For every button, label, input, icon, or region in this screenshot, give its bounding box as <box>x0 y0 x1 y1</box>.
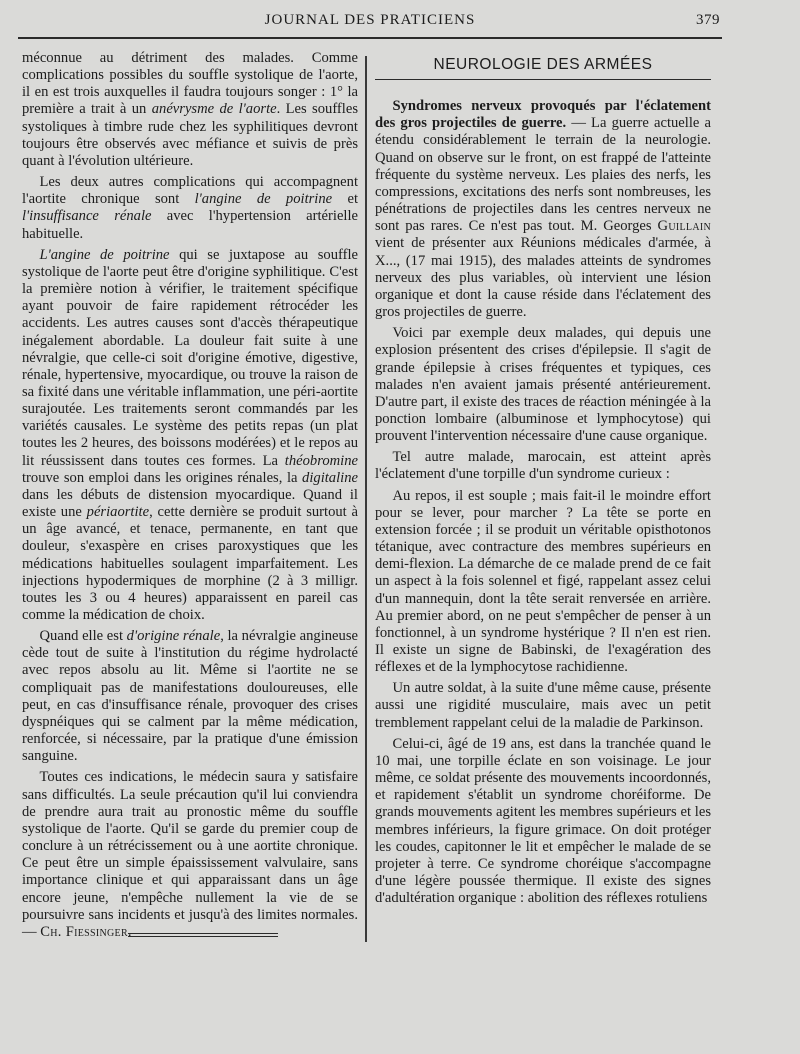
running-head <box>20 12 720 38</box>
paragraph-chorea: Celui-ci, âgé de 19 ans, est dans la tranchée quand le 10 mai, une torpille éclate en son voisinage. Le jour même, ce soldat présente des mouvements incoordonnés, et rapidement s'établit un syndrome choréiforme. De grands mouvements agitent les membres supérieurs et les membres inférieurs, la figure grimace. On doit protéger les coudes, capitonner le lit et empêcher le malade de se projeter à terre. Ce syndrome choréique s'accompagne d'une légère poussée thermique. Il existe des signes d'adultération organique : abolition des réflexes rotuliens <box>375 735 711 907</box>
article-end-rule <box>128 933 278 939</box>
paragraph-moroccan-patient: Tel autre malade, marocain, est atteint après l'éclatement d'une torpille d'un syndrome curieux : <box>375 449 711 483</box>
paragraph-angina: L'angine de poitrine qui se juxtapose au souffle systolique de l'aorte peut être d'origine syphilitique. C'est la première notion à vérifier, le traitement spécifique ayant pouvoir de faire rapidement rétrocéder les accidents. Les autres causes sont d'accès thérapeutique inégalement abordable. La douleur fait suite à une névralgie, que celle-ci soit d'origine émotive, digestive, rénale, hypertensive, myocardique, ou trouve la raison de sa fixité dans une véritable inflammation, une péri-aortite surajoutée. Les traitements seront commandés par les variétés causales. Le système des petits repas (un plat toutes les 2 heures, des boissons modérées) et le repos au lit réussissent dans toutes ces formes. La théobromine trouve son emploi dans les origines rénales, la digitaline dans les débuts de distension myocardique. Quand il existe une périaortite, cette dernière se produit surtout à un âge avancé, et tenace, permanente, en tant que douleur, s'exaspère en crises paroxystiques que les médications habituelles soulagent imparfaitement. Les injections hypodermiques de morphine (2 à 3 milligr. toutes les 3 ou 4 heures) apparaissent en pareil cas comme la médication de choix. <box>22 246 359 623</box>
paragraph-epilepsy: Voici par exemple deux malades, qui depuis une explosion présentent des crises d'épilepsie. Il s'agit de grande épilepsie à crises fréquentes et typiques, ces malades n'en avaient jamais présenté antérieurement. D'autre part, il existe des traces de réaction méningée à la ponction lombaire (albuminose et lymphocytose) qui prouvent l'intervention nécessaire d'une cause organique. <box>375 325 711 445</box>
paragraph-conclusion: Toutes ces indications, le médecin saura y satisfaire sans difficultés. La seule précaution qu'il lui conviendra de prendre aura trait au pronostic même du souffle systolique de l'aorte. Qu'il se garde du premier coup de conclure à un rétrécissement ou à une aortite chronique. Ce peut être un simple épaississement valvulaire, sans importance clinique et qui apparaissant dans un âge encore jeune, n'empêche nullement la vie de se poursuivre sans incidents et jusqu'à des limites normales. — Ch. Fiessinger. <box>22 769 358 940</box>
paragraph-opisthotonos: Au repos, il est souple ; mais fait-il le moindre effort pour se lever, pour marcher ? La tête se porte en extension forcée ; il se produit un véritable opisthotonos tétanique, avec contracture des membres supérieurs en demi-flexion. La démarche de ce malade prend de ce fait un aspect à la fois solennel et figé, rappelant assez celui d'un mannequin, dont la tête serait renversée en arrière. Au premier abord, on ne peut s'empêcher de penser à un fonctionnel, à un syndrome hystérique ? Il n'en est rien. Il existe un signe de Babinski, de l'exagération des réflexes et de la lymphocytose rachidienne. <box>375 487 711 676</box>
right-column <box>375 50 711 911</box>
column-divider <box>365 56 367 942</box>
page-number: 379 <box>696 12 720 28</box>
section-title: NEUROLOGIE DES ARMÉES <box>433 56 653 73</box>
paragraph-aortic-complications: méconnue au détriment des malades. Comme complications possibles du souffle systolique de l'aorte, il en est trois auxquelles il faudra toujours songer : 1° la première a trait à un anévrysme de l'aorte. Les souffles systoliques à timbre rude chez les syphilitiques devront toujours être observés avec méfiance et suivis de près quant à l'évolution ultérieure. <box>22 50 358 169</box>
journal-title: JOURNAL DES PRATICIENS <box>264 12 476 28</box>
author-signature: Ch. Fiessinger. <box>40 923 132 940</box>
header-rule <box>18 37 722 39</box>
paragraph-other-complications: Les deux autres complications qui accompagnent l'aortite chronique sont l'angine de poitrine et l'insuffisance rénale avec l'hypertension artérielle habituelle. <box>22 174 359 242</box>
left-column <box>22 50 358 945</box>
paragraph-renal-origin: Quand elle est d'origine rénale, la névralgie angineuse cède tout de suite à l'institution du régime hydrolacté avec repos absolu au lit. Même si l'aortite ne se compliquait pas de manifestations douloureuses, elle peut, en cas d'insuffisance rénale, provoquer des crises dyspnéiques qui se calment par la même médication, renforcée, si nécessaire, par la pratique d'une émission sanguine. <box>22 628 358 765</box>
paragraph-syndromes: Syndromes nerveux provoqués par l'éclatement des gros projectiles de guerre. — La guerre actuelle a étendu considérablement le terrain de la neurologie. Quand on observe sur le front, on est frappé de l'atteinte fréquente du système nerveux. Les plaies des nerfs, les compressions, excitations des nerfs sont nombreuses, les pénétrations de projectiles dans les centres nerveux ne sont pas rares. Ce n'est pas tout. M. Georges Guillain vient de présenter aux Réunions médicales d'armée, à X..., (17 mai 1915), des malades atteints de syndromes nerveux des plus variables, où intervient une lésion organique et dont la cause réside dans l'éclatement des gros projectiles de guerre. <box>375 98 711 321</box>
article-heading: Syndromes nerveux provoqués par l'éclatement des gros projectiles de guerre. <box>375 98 711 132</box>
section-rule <box>375 79 711 80</box>
paragraph-parkinson: Un autre soldat, à la suite d'une même cause, présente aussi une rigidité musculaire, mais avec un petit tremblement rappelant celui de la maladie de Parkinson. <box>375 680 711 731</box>
